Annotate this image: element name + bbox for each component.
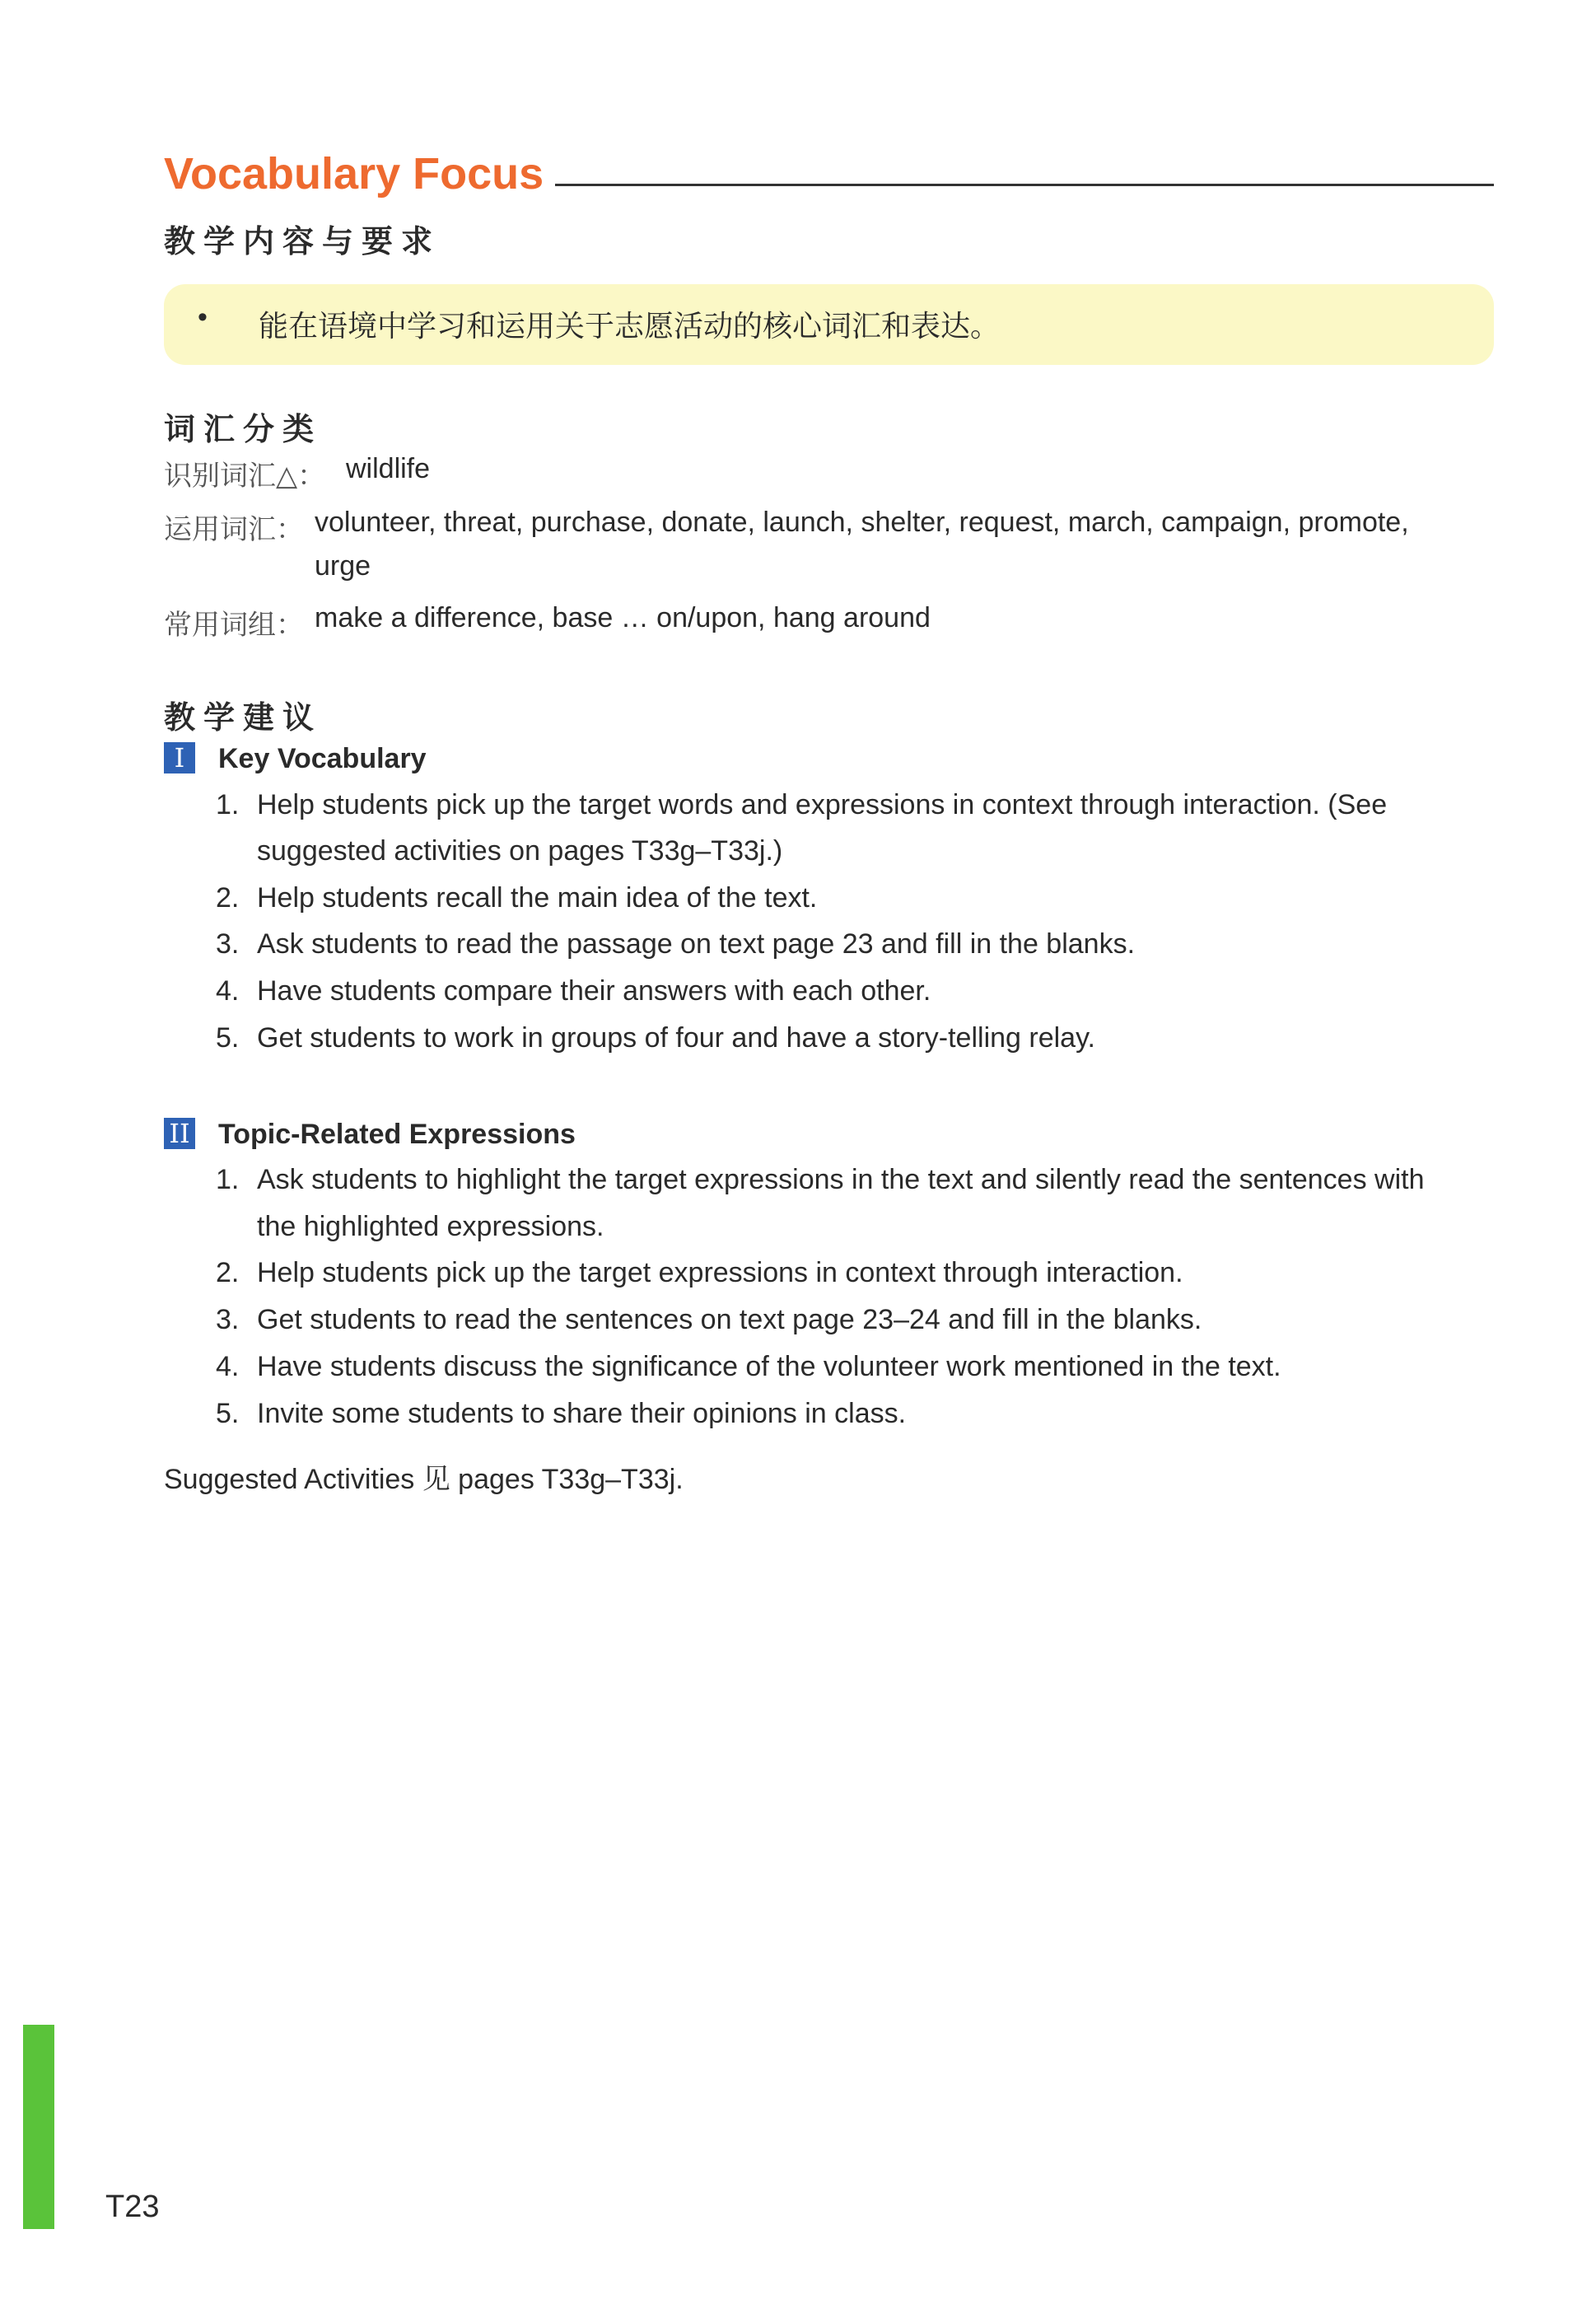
page-title: Vocabulary Focus [164,149,544,199]
active-vocab-label: 运用词汇： [164,513,304,546]
part-2-item-5-text: Invite some students to share their opinions in class. [257,1398,907,1429]
part-1-numeral: I [164,742,195,773]
suggested-activities-note: Suggested Activities 见 pages T33g–T33j. [164,1464,684,1495]
side-color-bar [23,2025,54,2229]
page-number: T23 [105,2190,160,2224]
requirement-text: 能在语境中学习和运用关于志愿活动的核心词汇和表达。 [259,310,1001,343]
part-1-title: Key Vocabulary [218,743,427,774]
part-2-item-3-number: 3. [216,1304,240,1335]
part-2-item-1-line-1: Ask students to highlight the target expressions in the text and silently read the sentences with [257,1164,1425,1195]
page-subtitle: 教学内容与要求 [164,225,441,259]
part-2-numeral: II [164,1118,195,1149]
phrases-label: 常用词组： [164,609,304,642]
part-2-item-1-number: 1. [216,1164,240,1195]
part-1-item-3-number: 3. [216,928,240,960]
part-1-item-3-text: Ask students to read the passage on text page 23 and fill in the blanks. [257,928,1136,960]
part-1-item-5-number: 5. [216,1022,240,1054]
recognition-vocab-label: 识别词汇△： [164,460,326,493]
part-2-title: Topic-Related Expressions [218,1119,576,1150]
title-row [164,148,1494,206]
part-2-item-3-text: Get students to read the sentences on text page 23–24 and fill in the blanks. [257,1304,1202,1335]
part-2-item-1-line-2: the highlighted expressions. [257,1211,604,1242]
vocab-section-heading: 词汇分类 [164,413,323,447]
part-1-item-5-text: Get students to work in groups of four and have a story-telling relay. [257,1022,1096,1054]
part-1-item-1-line-1: Help students pick up the target words and expressions in context through interaction. (See [257,789,1388,820]
active-vocab-line-2: urge [315,550,371,582]
part-1-item-1-line-2: suggested activities on pages T33g–T33j.) [257,835,783,867]
recognition-vocab-words: wildlife [346,453,431,484]
part-2-item-2-text: Help students pick up the target expressions in context through interaction. [257,1257,1183,1288]
title-rule [555,184,1494,186]
part-2-item-2-number: 2. [216,1257,240,1288]
part-1-item-2-number: 2. [216,882,240,914]
part-1-item-4-text: Have students compare their answers with each other. [257,975,931,1007]
phrases-words: make a difference, base … on/upon, hang around [315,602,931,633]
teaching-section-heading: 教学建议 [164,701,323,736]
part-2-item-5-number: 5. [216,1398,240,1429]
requirement-bullet: • [198,301,208,333]
part-2-item-4-number: 4. [216,1351,240,1382]
part-2-item-4-text: Have students discuss the significance of the volunteer work mentioned in the text. [257,1351,1281,1382]
part-1-item-2-text: Help students recall the main idea of the text. [257,882,818,914]
active-vocab-line-1: volunteer, threat, purchase, donate, launch, shelter, request, march, campaign, promote, [315,507,1409,538]
part-1-item-4-number: 4. [216,975,240,1007]
part-1-item-1-number: 1. [216,789,240,820]
